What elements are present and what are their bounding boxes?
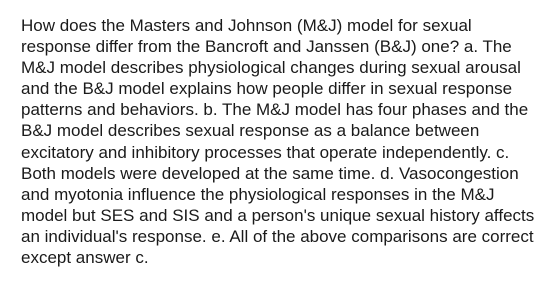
question-text: How does the Masters and Johnson (M&J) model for sexual response differ from the Bancroft and Janssen (B&J) one? a. The M&J model describes physiological changes during sexual arousal and the B&J model explains how people differ in sexual response patterns and behaviors. b. The M&J model has four phases and the B&J model describes sexual response as a balance between excitatory and inhibitory processes that operate independently. c. Both models were developed at the same time. d. Vasocongestion and myotonia influence the physiological responses in the M&J model but SES and SIS and a person's unique sexual history affects an individual's response. e. All of the above comparisons are correct except answer c. [21, 16, 535, 268]
